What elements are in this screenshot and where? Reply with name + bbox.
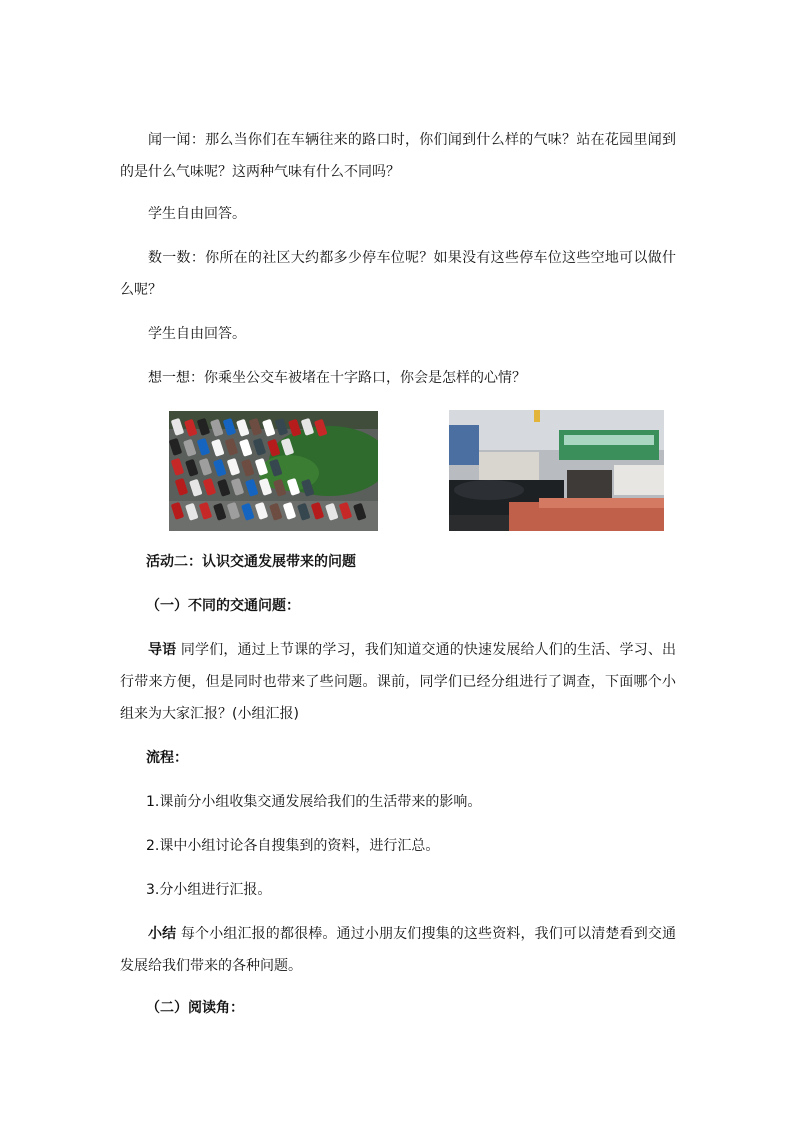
paragraph-answer-1: 学生自由回答。 [148,206,246,222]
paragraph-answer-2: 学生自由回答。 [148,326,246,342]
summary-label: 小结 [148,926,177,942]
step-2: 2.课中小组讨论各自搜集到的资料，进行汇总。 [146,838,440,854]
step-3: 3.分小组进行汇报。 [146,882,272,898]
step-1: 1.课前分小组收集交通发展给我们的生活带来的影响。 [146,794,482,810]
paragraph-smell: 闻一闻：那么当你们在车辆往来的路口时，你们闻到什么样的气味？站在花园里闻到的是什么气味呢？这两种气味有什么不同吗？ [120,132,676,180]
summary-text: 每个小组汇报的都很棒。通过小朋友们搜集的这些资料，我们可以清楚看到交通发展给我们带来的各种问题。 [120,926,677,974]
paragraph-summary [120,918,676,982]
traffic-jam-photo [449,410,664,531]
intro-text: 同学们，通过上节课的学习，我们知道交通的快速发展给人们的生活、学习、出行带来方便，但是同时也带来了些问题。课前，同学们已经分组进行了调查，下面哪个小组来为大家汇报？(小组汇报) [120,642,677,722]
section1-heading: （一）不同的交通问题： [146,598,300,614]
parking-lot-photo [169,411,378,531]
intro-label: 导语 [148,642,177,658]
paragraph-count: 数一数：你所在的社区大约都多少停车位呢？如果没有这些停车位这些空地可以做什么呢？ [120,250,676,298]
paragraph-think: 想一想：你乘坐公交车被堵在十字路口，你会是怎样的心情？ [148,370,526,386]
section2-heading: （二）阅读角： [146,1000,244,1016]
process-label: 流程： [146,750,188,766]
activity2-heading: 活动二：认识交通发展带来的问题 [146,554,356,570]
paragraph-intro [120,634,676,730]
